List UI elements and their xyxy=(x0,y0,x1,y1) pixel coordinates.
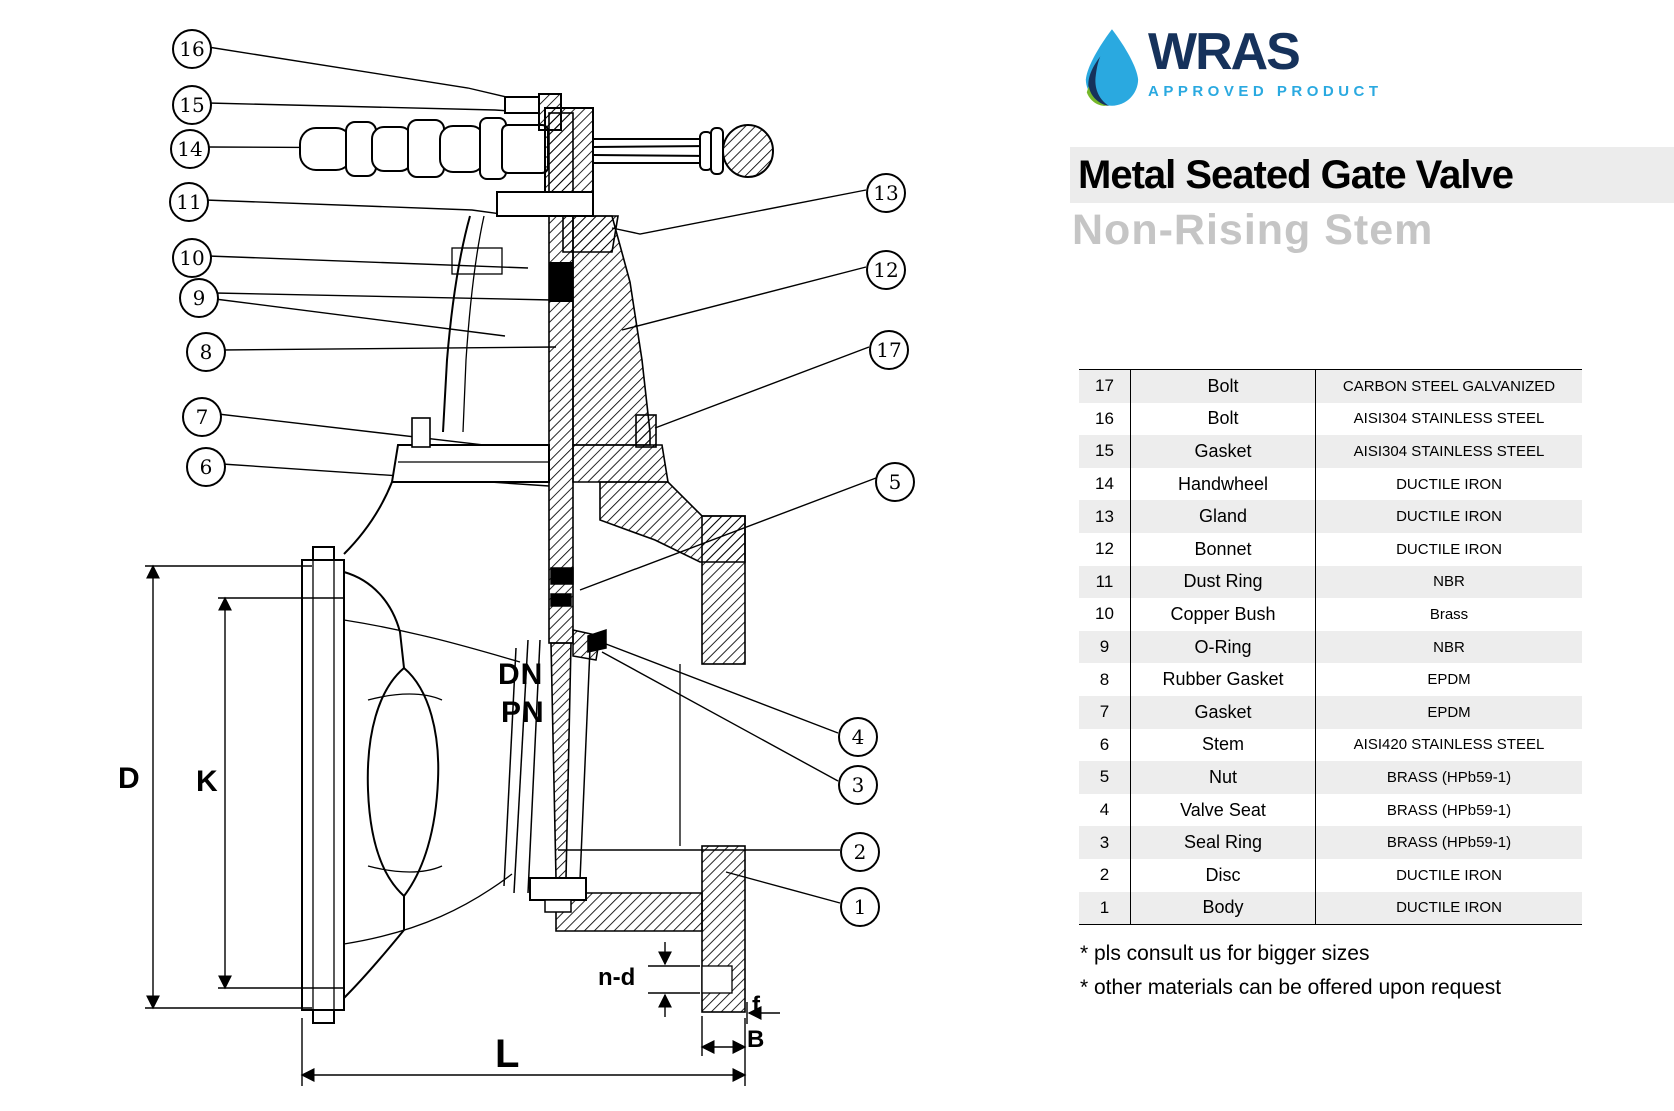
part-number: 13 xyxy=(1095,506,1114,526)
part-material: AISI420 STAINLESS STEEL xyxy=(1353,736,1545,754)
part-number: 2 xyxy=(1099,865,1110,885)
body-right-section xyxy=(556,482,745,1012)
part-name: Seal Ring xyxy=(1130,826,1316,859)
dim-label-nd: n-d xyxy=(598,964,636,991)
part-material: BRASS (HPb59-1) xyxy=(1386,768,1512,786)
callout-11: 11 xyxy=(169,182,209,222)
part-number: 11 xyxy=(1095,571,1114,591)
bore-label-PN: PN xyxy=(501,696,545,729)
callout-5: 5 xyxy=(875,462,915,502)
part-number: 7 xyxy=(1099,702,1110,722)
callout-7: 7 xyxy=(182,397,222,437)
part-name: Valve Seat xyxy=(1130,794,1316,827)
part-number: 10 xyxy=(1095,604,1114,624)
wras-tagline: APPROVED PRODUCT xyxy=(1148,83,1383,101)
callout-10: 10 xyxy=(172,238,212,278)
body-left-outline xyxy=(344,482,520,998)
part-number: 6 xyxy=(1099,734,1110,754)
part-name: Copper Bush xyxy=(1130,598,1316,631)
part-material: DUCTILE IRON xyxy=(1396,899,1502,917)
part-name: Dust Ring xyxy=(1130,566,1316,599)
dim-label-L: L xyxy=(495,1032,520,1076)
part-number: 5 xyxy=(1099,767,1110,787)
part-name: Gasket xyxy=(1130,696,1316,729)
part-material: EPDM xyxy=(1427,703,1471,721)
part-material: BRASS (HPb59-1) xyxy=(1386,801,1512,819)
part-name: Bonnet xyxy=(1130,533,1316,566)
page-subtitle: Non-Rising Stem xyxy=(1072,206,1434,254)
part-number: 8 xyxy=(1099,669,1110,689)
part-number: 17 xyxy=(1095,376,1114,396)
callout-2: 2 xyxy=(840,832,880,872)
callout-4: 4 xyxy=(838,717,878,757)
part-material: CARBON STEEL GALVANIZED xyxy=(1342,377,1556,395)
dim-label-K: K xyxy=(196,765,218,798)
part-name: Bolt xyxy=(1130,370,1316,403)
left-flange xyxy=(302,547,344,1023)
part-number: 3 xyxy=(1099,832,1110,852)
part-number: 4 xyxy=(1099,800,1110,820)
part-number: 16 xyxy=(1095,408,1114,428)
wras-brand: WRAS xyxy=(1148,23,1299,81)
callout-3: 3 xyxy=(838,765,878,805)
part-material: DUCTILE IRON xyxy=(1396,540,1502,558)
part-material: DUCTILE IRON xyxy=(1396,475,1502,493)
dim-label-f: f xyxy=(752,992,760,1019)
part-name: Rubber Gasket xyxy=(1130,663,1316,696)
callout-14: 14 xyxy=(170,129,210,169)
part-name: Bolt xyxy=(1130,403,1316,436)
part-name: Gland xyxy=(1130,500,1316,533)
part-name: O-Ring xyxy=(1130,631,1316,664)
dim-label-D: D xyxy=(118,762,140,795)
part-material: AISI304 STAINLESS STEEL xyxy=(1353,442,1545,460)
part-material: EPDM xyxy=(1427,671,1471,689)
part-name: Gasket xyxy=(1130,435,1316,468)
page-title: Metal Seated Gate Valve xyxy=(1078,152,1514,197)
callout-9: 9 xyxy=(179,278,219,318)
part-material: NBR xyxy=(1433,638,1465,656)
part-material: DUCTILE IRON xyxy=(1396,866,1502,884)
part-name: Nut xyxy=(1130,761,1316,794)
part-number: 14 xyxy=(1095,474,1114,494)
callout-16: 16 xyxy=(172,29,212,69)
bore-label-DN: DN xyxy=(498,658,544,691)
part-material: BRASS (HPb59-1) xyxy=(1386,834,1512,852)
part-material: NBR xyxy=(1433,573,1465,591)
dim-label-B: B xyxy=(747,1026,765,1053)
callout-12: 12 xyxy=(866,250,906,290)
part-number: 12 xyxy=(1095,539,1114,559)
callout-15: 15 xyxy=(172,85,212,125)
part-material: Brass xyxy=(1429,605,1469,623)
callout-6: 6 xyxy=(186,447,226,487)
callout-1: 1 xyxy=(840,887,880,927)
part-number: 1 xyxy=(1099,897,1110,917)
callout-17: 17 xyxy=(869,330,909,370)
part-name: Stem xyxy=(1130,729,1316,762)
part-material: DUCTILE IRON xyxy=(1396,508,1502,526)
callout-8: 8 xyxy=(186,332,226,372)
part-number: 15 xyxy=(1095,441,1114,461)
part-number: 9 xyxy=(1099,637,1110,657)
dimension-lines xyxy=(145,566,780,1086)
part-name: Disc xyxy=(1130,859,1316,892)
handwheel xyxy=(300,108,773,192)
part-material: AISI304 STAINLESS STEEL xyxy=(1353,410,1545,428)
footnote-materials: * other materials can be offered upon request xyxy=(1080,976,1502,999)
footnote-sizes: * pls consult us for bigger sizes xyxy=(1080,942,1370,965)
part-name: Handwheel xyxy=(1130,468,1316,501)
part-name: Body xyxy=(1130,892,1316,925)
callout-13: 13 xyxy=(866,173,906,213)
bonnet xyxy=(392,216,668,482)
